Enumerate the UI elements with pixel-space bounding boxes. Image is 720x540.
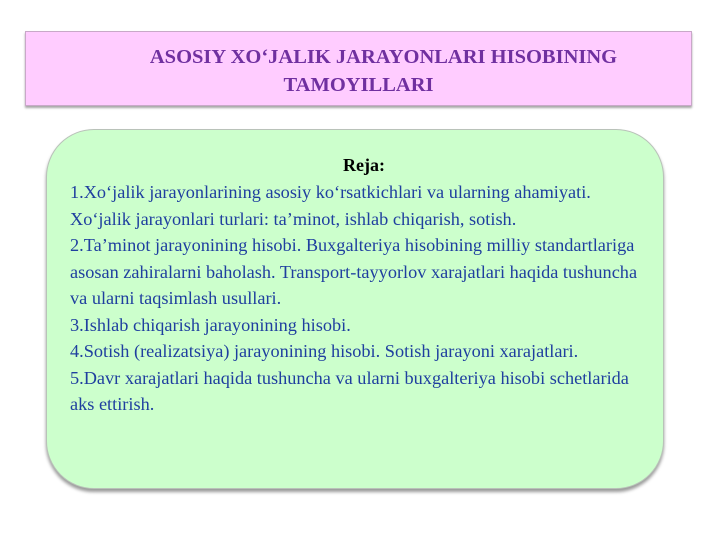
plan-item-5: 5.Davr xarajatlari haqida tushuncha va ularni buxgalteriya hisobi schetlarida aks ettirish. [70,367,629,414]
title-banner [25,31,692,106]
plan-heading: Reja: [343,155,385,175]
plan-panel [46,129,664,489]
slide-title [26,43,691,99]
slide-title-line-2: TAMOYILLARI [283,74,434,96]
plan-list [70,179,645,418]
plan-item-4: 4.Sotish (realizatsiya) jarayonining hisobi. Sotish jarayoni xarajatlari. [70,341,579,361]
plan-item-2: 2.Ta’minot jarayonining hisobi. Buxgalteriya hisobining milliy standartlariga asosan zahiralarni baholash. Transport-tayyorlov xarajatlari haqida tushuncha va ularni taqsimlash usullari. [70,235,638,308]
plan-item-1: 1.Xo‘jalik jarayonlarining asosiy ko‘rsatkichlari va ularning ahamiyati. Xo‘jalik jarayonlari turlari: ta’minot, ishlab chiqarish, sotish. [70,182,591,229]
plan-item-3: 3.Ishlab chiqarish jarayonining hisobi. [70,314,351,335]
slide-title-line-1: ASOSIY XO‘JALIK JARAYONLARI HISOBINING [149,46,618,68]
